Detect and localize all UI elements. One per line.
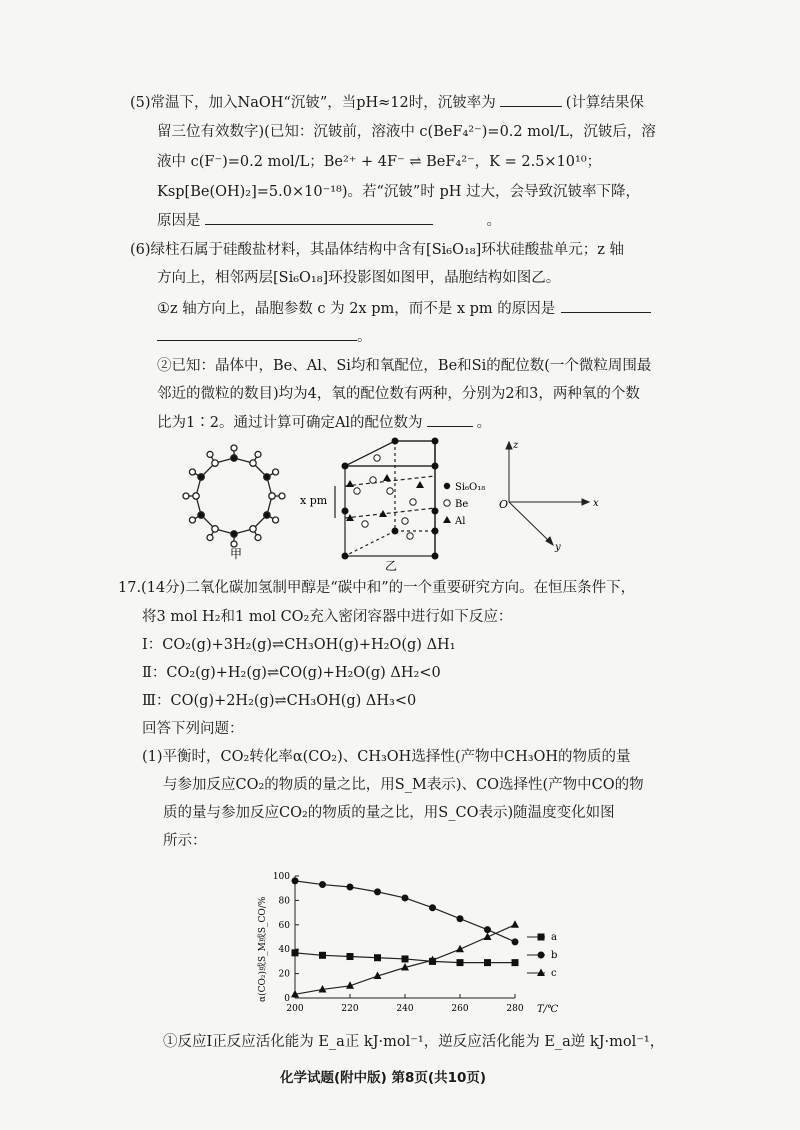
atom-be [362,521,368,527]
q17-p1-text2: 与参加反应CO₂的物质的量之比，用S_M表示)、CO选择性(产物中CO的物 [163,777,644,793]
atom-si6o18 [342,553,349,560]
atom-al [416,481,424,488]
q16-p5-text1b: (计算结果保 [565,95,644,111]
q17-ask-text: 回答下列问题： [142,721,244,737]
atom-si6o18 [432,463,439,470]
q17-p1-text4: 所示： [163,833,207,849]
atom-si6o18 [392,528,399,535]
atom-be [407,533,413,539]
ring-oxygen [279,493,285,499]
legend-label-c: c [551,968,557,979]
chart-y-tick-label: 100 [272,872,290,882]
q16-p5-end5: 。 [486,213,501,229]
q16-p6-sub1-end: 。 [357,329,372,345]
q17-reaction2-text: Ⅱ：CO₂(g)+H₂(g)⇌CO(g)+H₂O(g) ΔH₂<0 [142,665,441,681]
atom-be [374,455,380,461]
data-point-a [319,952,326,959]
ring-node [231,455,237,461]
legend-marker-a [538,934,545,941]
atom-be [402,518,408,524]
q16-p5-line4 [157,182,640,202]
ring-node [198,474,204,480]
ring-oxygen [207,535,213,541]
answer-blank-4 [157,326,357,341]
atom-be [387,488,393,494]
atom-al [346,480,354,487]
q16-p6-sub2-text1: ②已知：晶体中，Be、Al、Si均和氧配位，Be和Si的配位数(一个微粒周围最 [157,358,652,374]
figure-yi-label: 乙 [385,559,398,571]
data-point-b [374,888,381,895]
data-point-b [457,915,464,922]
data-point-c [511,920,519,928]
answer-blank-1 [500,92,562,107]
atom-al [383,474,391,481]
q16-p6-sub1-text: ①z 轴方向上，晶胞参数 c 为 2x pm，而不是 x pm 的原因是 [157,301,556,317]
data-point-b [402,894,409,901]
q17-s1-text: ①反应Ⅰ正反应活化能为 E_a正 kJ·mol⁻¹，逆反应活化能为 E_a逆 kJ·mol⁻¹， [163,1034,665,1050]
chart-y-tick-label: 80 [278,896,290,907]
figure-jia-ring [172,440,302,560]
data-point-a [292,949,299,956]
q16-p6-line2 [157,268,560,288]
ring-oxygen [231,445,237,451]
ring-oxygen [189,469,195,475]
q16-p6-sub2-line2 [157,384,640,404]
q17-reaction3-text: Ⅲ：CO(g)+2H₂(g)⇌CH₃OH(g) ΔH₃<0 [142,693,417,709]
data-point-b [319,881,326,888]
q16-p6-sub2-text2: 邻近的微粒的数目)均为4，氧的配位数有两种，分别为2和3，两种氧的个数 [157,386,640,402]
q17-reaction1-text: Ⅰ：CO₂(g)+3H₂(g)⇌CH₃OH(g)+H₂O(g) ΔH₁ [142,637,456,653]
data-point-a [457,959,464,966]
q17-p1-text1: (1)平衡时，CO₂转化率α(CO₂)、CH₃OH选择性(产物中CH₃OH的物质的量 [142,749,631,765]
cell-atoms [342,438,439,560]
q16-p5-text3: 液中 c(F⁻)=0.2 mol/L；Be²⁺ + 4F⁻ ⇌ BeF₄²⁻，K = 2.5×10¹⁰； [157,154,602,170]
q17-text2: 将3 mol H₂和1 mol CO₂充入密闭容器中进行如下反应： [142,609,513,625]
answer-blank-2 [205,210,433,225]
q16-p5-line1 [130,92,644,113]
chart-x-axis-label: T/℃ [537,1004,559,1015]
chart-x-tick-label: 240 [396,1004,414,1014]
ring-node [264,474,270,480]
answer-blank-3 [561,298,651,313]
q16-p6-sub1-cont [157,326,372,347]
ring-oxygen [183,493,189,499]
q16-p6-text1: (6)绿柱石属于硅酸盐材料，其晶体结构中含有[Si₆O₁₈]环状硅酸盐单元；z 轴 [130,242,624,258]
q16-p5-text2: 留三位有效数字)(已知：沉铍前，溶液中 c(BeF₄²⁻)=0.2 mol/L，沉铍后，溶 [157,124,656,140]
atom-be [370,477,376,483]
q17-ask [142,719,244,739]
q16-p6-sub1 [157,298,651,319]
legend-al: Al [455,516,466,527]
q16-p5-line2 [157,122,656,142]
q16-p5-text1: (5)常温下，加入NaOH“沉铍”，当pH≈12时，沉铍率为 [130,95,496,111]
page-footer-text: 化学试题(附中版) 第8页(共10页) [280,1070,487,1086]
ring-node [198,512,204,518]
q16-p6-text2: 方向上，相邻两层[Si₆O₁₈]环投影图如图甲，晶胞结构如图乙。 [157,270,561,286]
axis-origin-label: O [499,498,509,511]
chart-y-tick-label: 20 [278,969,290,980]
cell-top-face [345,441,435,466]
q17-p1-line2 [163,775,644,795]
data-point-a [347,953,354,960]
ring-oxygen [255,451,261,457]
ring-oxygen [273,517,279,523]
data-point-b [512,938,519,945]
atom-be [354,488,360,494]
chart-y-axis-label: α(CO₂)或S_M或S_CO/% [258,896,268,1002]
ring-node [264,512,270,518]
axis-z-label: z [513,440,519,451]
legend-be: Be [455,499,469,510]
chart-x-tick-label: 200 [286,1004,304,1014]
q16-p5-text5: 原因是 [157,213,201,229]
q16-p5-line5 [157,210,501,231]
axis-x-label: x [593,498,599,509]
ring-oxygen [207,451,213,457]
page-footer [280,1068,486,1088]
q16-p6-sub2-line1 [157,356,651,376]
data-point-a [374,954,381,961]
legend-marker-b [538,952,545,959]
q17-line1 [118,578,635,598]
chart-x-tick-label: 260 [451,1004,469,1014]
selectivity-chart [245,862,585,1022]
ring-oxygen [255,535,261,541]
ring-node [231,531,237,537]
axis-y-label: y [555,542,561,553]
q17-line2 [142,607,512,627]
ring-node [269,493,275,499]
q17-text1: 17.(14分)二氧化碳加氢制甲醇是“碳中和”的一个重要研究方向。在恒压条件下， [118,580,636,596]
q16-p6-line1 [130,240,624,260]
q17-s1 [163,1032,664,1052]
chart-y-tick-label: 0 [284,994,290,1004]
data-point-a [484,959,491,966]
ring-node [193,493,199,499]
chart-y-tick-label: 40 [278,945,290,956]
q17-reaction1 [142,635,456,655]
ring-node [212,460,218,466]
data-point-b [347,883,354,890]
q17-p1-text3: 质的量与参加反应CO₂的物质的量之比，用S_CO表示)随温度变化如图 [163,805,615,821]
atom-si6o18 [342,463,349,470]
answer-blank-5 [427,412,473,427]
atom-si6o18 [342,508,349,515]
atom-si6o18 [432,553,439,560]
q17-reaction3 [142,691,416,711]
legend-marker-c [537,969,545,977]
ring-oxygen [189,517,195,523]
figure-yi-cell [295,436,495,571]
data-point-a [402,955,409,962]
ring-node [250,526,256,532]
q16-p5-line3 [157,152,601,172]
data-point-a [512,959,519,966]
q16-p6-sub2-line3 [157,412,491,433]
q17-p1-line4 [163,831,207,851]
q16-p5-text4: Ksp[Be(OH)₂]=5.0×10⁻¹⁸)。若“沉铍”时 pH 过大，会导致沉铍率下降， [157,184,640,200]
q17-p1-line1 [142,747,631,767]
atom-be [410,499,416,505]
chart-x-tick-label: 280 [506,1004,524,1014]
figure-jia-label: 甲 [230,547,243,560]
atom-si6o18 [432,508,439,515]
figure-axes [495,438,610,558]
series-line-b [295,881,515,942]
atom-si6o18 [432,528,439,535]
legend-label-a: a [551,932,557,943]
legend-label-b: b [551,950,558,961]
ring-node [212,526,218,532]
q17-reaction2 [142,663,441,683]
q16-p6-sub2-end: 。 [476,415,492,431]
q16-p6-sub2-text3: 比为1∶2。通过计算可确定Al的配位数为 [157,415,423,431]
ring-node [250,460,256,466]
q17-p1-line3 [163,803,615,823]
data-point-b [429,904,436,911]
atom-si6o18 [432,438,439,445]
atom-si6o18 [392,438,399,445]
chart-x-tick-label: 220 [341,1004,359,1014]
legend-si6o18: Si₆O₁₈ [455,482,486,493]
data-point-b [484,926,491,933]
ring-oxygen [273,469,279,475]
chart-y-tick-label: 60 [278,920,290,931]
cell-xpm-label: x pm [300,494,328,507]
data-point-b [292,877,299,884]
